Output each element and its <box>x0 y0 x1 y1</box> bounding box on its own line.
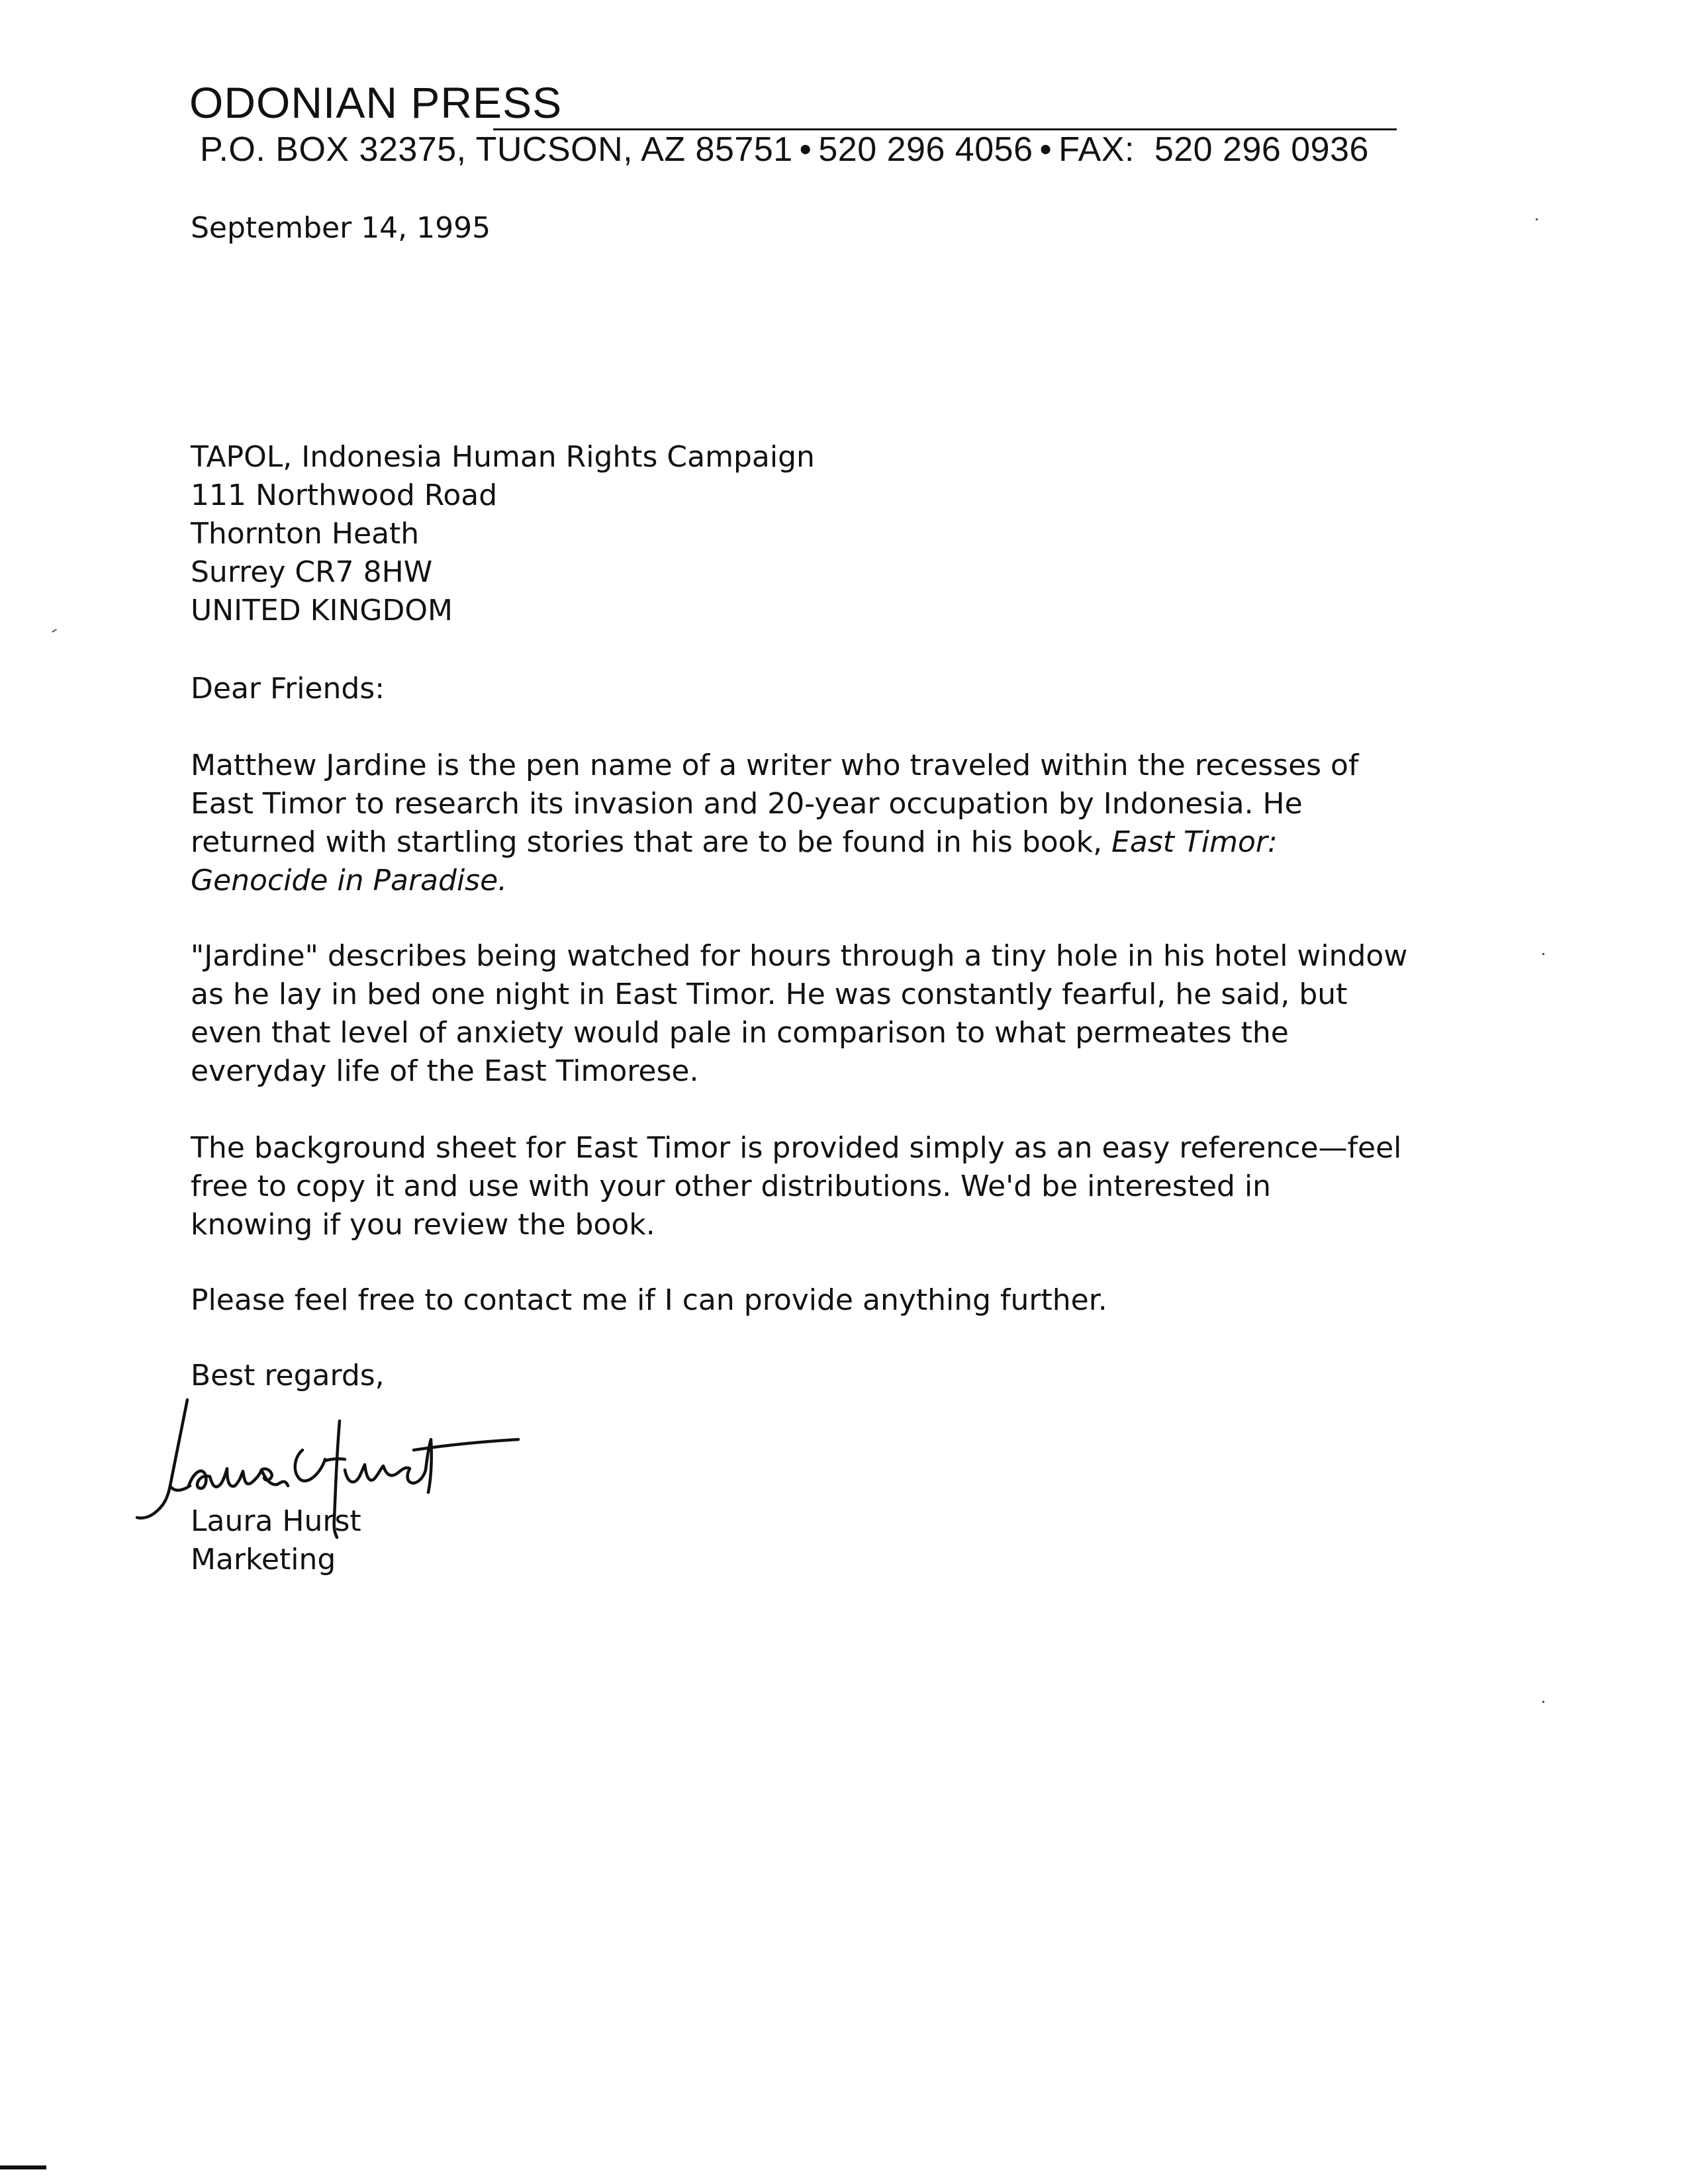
letterhead-contact <box>200 132 1369 167</box>
scan-speck <box>1536 218 1538 220</box>
scan-speck <box>1542 1701 1544 1703</box>
recipient-address <box>191 438 815 630</box>
scan-speck <box>1542 953 1544 955</box>
paragraph-line <box>191 823 1358 862</box>
sender-name: Laura Hurst <box>191 1504 361 1538</box>
sender-block <box>191 1502 361 1579</box>
recipient-line: Thornton Heath <box>191 517 420 551</box>
bullet-separator: • <box>799 130 812 169</box>
paragraph-line: even that level of anxiety would pale in comparison to what permeates the <box>191 1016 1289 1050</box>
recipient-line: 111 Northwood Road <box>191 478 498 512</box>
paragraph-line: as he lay in bed one night in East Timor. He was constantly fearful, he said, but <box>191 978 1348 1011</box>
letterhead-phone: 520 296 4056 <box>818 130 1033 169</box>
recipient-line: Surrey CR7 8HW <box>191 555 433 589</box>
letterhead-fax: 520 296 0936 <box>1154 130 1369 169</box>
scan-edge-mark <box>0 2165 46 2169</box>
letterhead-address: P.O. BOX 32375, TUCSON, AZ 85751 <box>200 130 793 169</box>
paragraph-text: returned with startling stories that are to be found in his book, <box>191 825 1103 859</box>
closing: Best regards, <box>191 1359 385 1392</box>
salutation: Dear Friends: <box>191 672 385 705</box>
letter-date: September 14, 1995 <box>191 211 491 245</box>
recipient-line: TAPOL, Indonesia Human Rights Campaign <box>191 440 815 474</box>
bullet-separator: • <box>1039 130 1052 169</box>
book-title-continued: Genocide in Paradise. <box>191 864 508 897</box>
paragraph-4: Please feel free to contact me if I can provide anything further. <box>191 1283 1107 1317</box>
letterhead-name: ODONIAN PRESS <box>189 78 563 127</box>
recipient-line: UNITED KINGDOM <box>191 594 453 627</box>
paragraph-3 <box>191 1129 1401 1244</box>
paragraph-line: everyday life of the East Timorese. <box>191 1054 699 1088</box>
book-title: East Timor: <box>1111 825 1278 859</box>
paragraph-2 <box>191 937 1407 1091</box>
paragraph-line: East Timor to research its invasion and 20-year occupation by Indonesia. He <box>191 787 1303 821</box>
paragraph-line: Matthew Jardine is the pen name of a writer who traveled within the recesses of <box>191 749 1359 782</box>
scan-speck <box>52 629 57 633</box>
paragraph-line: free to copy it and use with your other distributions. We'd be interested in <box>191 1169 1272 1203</box>
sender-title: Marketing <box>191 1543 336 1576</box>
paragraph-line: knowing if you review the book. <box>191 1208 655 1242</box>
paragraph-1 <box>191 747 1358 900</box>
letterhead-fax-label: FAX: <box>1058 130 1135 169</box>
paragraph-line: "Jardine" describes being watched for hours through a tiny hole in his hotel window <box>191 939 1408 973</box>
paragraph-line: The background sheet for East Timor is provided simply as an easy reference—feel <box>191 1131 1402 1165</box>
